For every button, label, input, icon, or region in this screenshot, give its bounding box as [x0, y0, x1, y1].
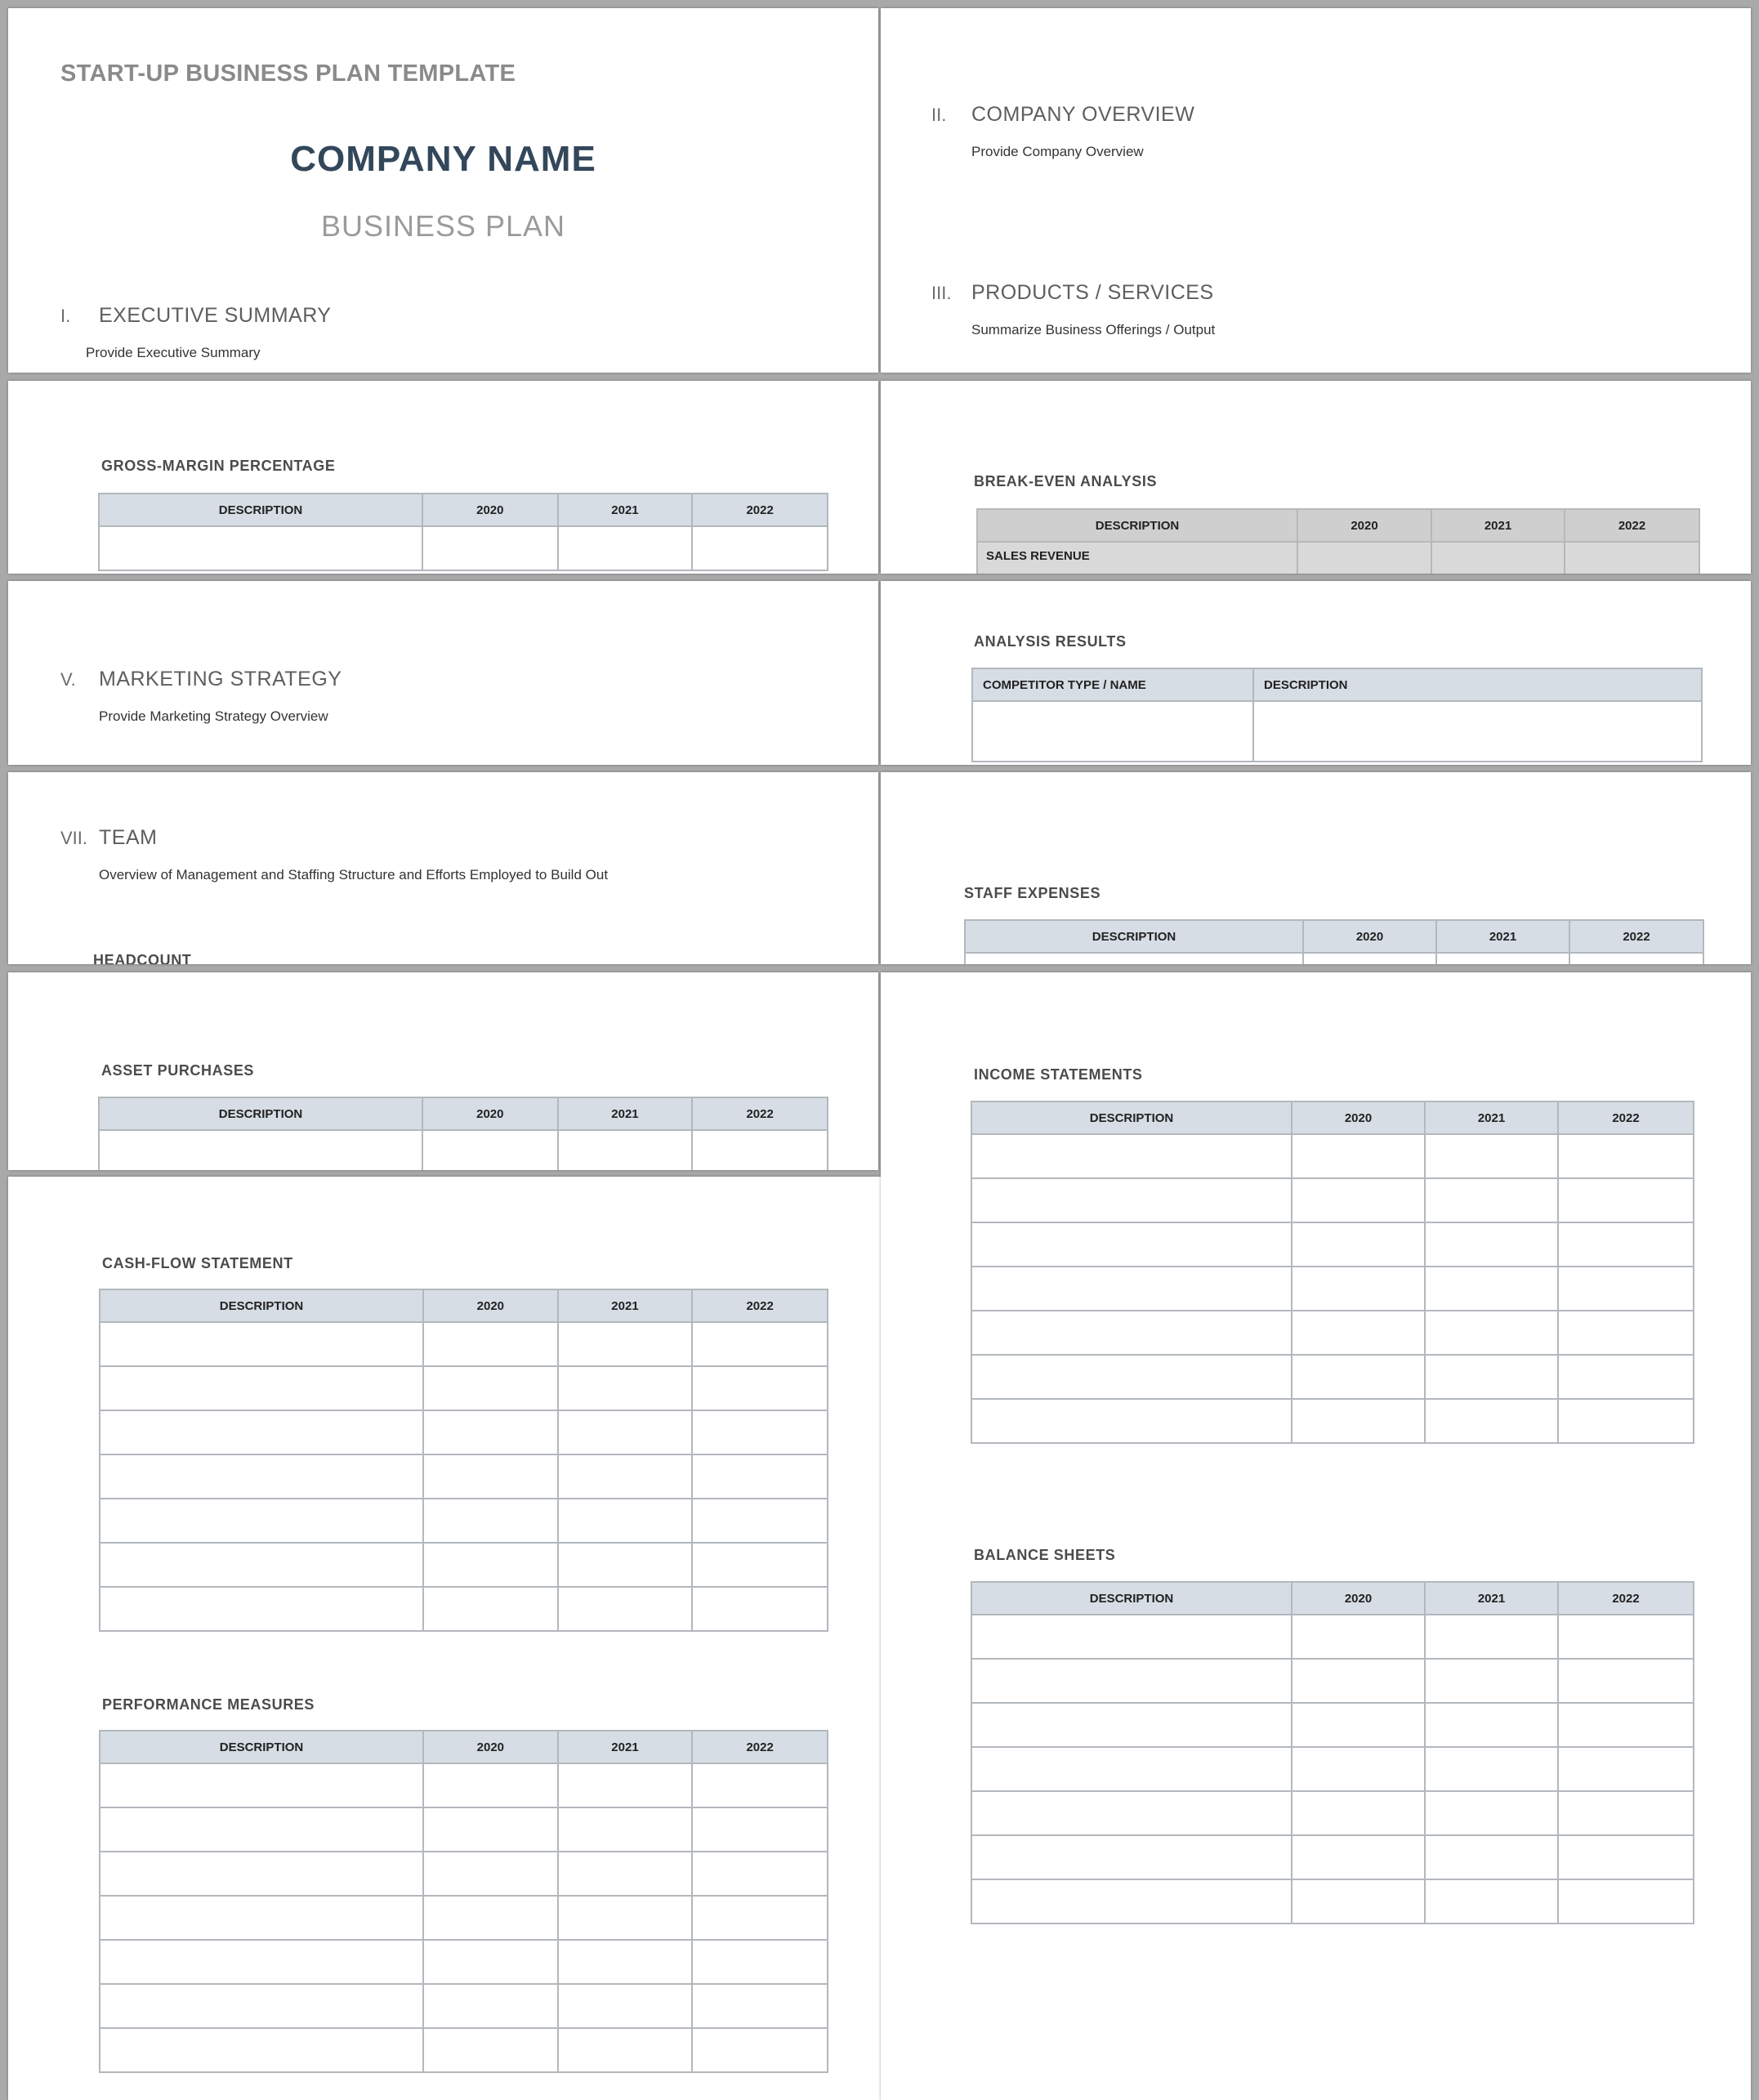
table-cell[interactable] [423, 1366, 558, 1410]
table-cell[interactable] [692, 2028, 828, 2072]
table-cell[interactable] [1558, 1399, 1694, 1443]
table-row [971, 1134, 1694, 1178]
table-header-row [971, 1101, 1694, 1134]
col-description: DESCRIPTION [99, 494, 422, 526]
col-2020: 2020 [423, 1289, 558, 1322]
table-cell[interactable] [1558, 1615, 1694, 1659]
table-cell[interactable] [1436, 953, 1569, 964]
section-desc-marketing-strategy[interactable]: Provide Marketing Strategy Overview [99, 708, 328, 724]
table-cell[interactable] [971, 1615, 1292, 1659]
table-cell[interactable] [100, 1852, 423, 1896]
page-company-overview [881, 8, 1751, 373]
table-row [977, 542, 1699, 574]
col-2020: 2020 [1303, 920, 1436, 953]
table-cell[interactable] [1425, 1879, 1558, 1924]
section-number: III. [931, 283, 952, 303]
company-name[interactable]: COMPANY NAME [290, 139, 596, 179]
cash-flow-title: CASH-FLOW STATEMENT [102, 1255, 293, 1271]
table-cell[interactable] [692, 1587, 828, 1631]
table-cell[interactable] [423, 1984, 558, 2028]
table-cell[interactable] [692, 1410, 828, 1454]
table-cell[interactable] [971, 1835, 1292, 1879]
table-cell[interactable] [1569, 953, 1703, 964]
table-row [99, 1130, 828, 1170]
table-cell[interactable] [1425, 1835, 1558, 1879]
table-cell[interactable] [1425, 1222, 1558, 1267]
table-cell[interactable] [1292, 1791, 1425, 1835]
page-cash-flow [8, 1177, 881, 2100]
section-desc-team[interactable]: Overview of Management and Staffing Structure and Efforts Employed to Build Out [99, 867, 609, 882]
table-cell[interactable] [692, 1366, 828, 1410]
balance-sheets-title: BALANCE SHEETS [974, 1547, 1116, 1563]
table-cell[interactable] [1558, 1659, 1694, 1703]
table-row [100, 1763, 828, 1807]
section-title-executive-summary: EXECUTIVE SUMMARY [99, 304, 332, 327]
table-cell[interactable] [1565, 542, 1699, 574]
section-desc-company-overview[interactable]: Provide Company Overview [971, 144, 1144, 159]
table-header-row [971, 1582, 1694, 1615]
table-cell[interactable] [1292, 1355, 1425, 1399]
gross-margin-table [98, 493, 828, 571]
table-cell[interactable] [1425, 1659, 1558, 1703]
page-analysis-results [881, 581, 1751, 765]
col-competitor-type: COMPETITOR TYPE / NAME [972, 668, 1253, 701]
table-row [100, 1322, 828, 1366]
table-cell[interactable] [100, 1763, 423, 1807]
table-cell[interactable] [971, 1399, 1292, 1443]
table-row [971, 1178, 1694, 1222]
col-2022: 2022 [1569, 920, 1703, 953]
table-row [971, 1703, 1694, 1747]
col-description: DESCRIPTION [99, 1097, 422, 1130]
section-number: II. [931, 105, 947, 125]
table-cell[interactable] [1292, 1267, 1425, 1311]
table-cell[interactable] [100, 2028, 423, 2072]
table-cell[interactable] [1292, 1615, 1425, 1659]
table-cell[interactable] [692, 1499, 828, 1543]
income-statements-title: INCOME STATEMENTS [974, 1066, 1143, 1083]
table-cell[interactable] [422, 1130, 558, 1170]
table-cell[interactable] [423, 1896, 558, 1940]
table-cell[interactable] [971, 1311, 1292, 1355]
table-cell[interactable] [423, 1763, 558, 1807]
table-row [100, 1410, 828, 1454]
table-cell[interactable] [558, 1454, 693, 1499]
col-2021: 2021 [558, 494, 693, 526]
table-cell[interactable] [1558, 1703, 1694, 1747]
col-2020: 2020 [1292, 1582, 1425, 1615]
page-break-even [881, 381, 1751, 574]
table-cell[interactable] [1558, 1311, 1694, 1355]
table-row [971, 1791, 1694, 1835]
section-title-products-services: PRODUCTS / SERVICES [971, 281, 1214, 304]
table-cell[interactable] [1292, 1399, 1425, 1443]
table-row [971, 1222, 1694, 1267]
col-2020: 2020 [423, 1731, 558, 1763]
performance-measures-table [99, 1730, 828, 2073]
table-cell[interactable] [971, 1355, 1292, 1399]
col-2021: 2021 [558, 1097, 693, 1130]
page-asset-purchases [8, 972, 878, 1170]
table-cell[interactable] [99, 1130, 422, 1170]
col-2020: 2020 [1297, 509, 1431, 542]
table-cell[interactable] [1425, 1355, 1558, 1399]
balance-sheets-table [971, 1581, 1694, 1924]
table-cell[interactable] [692, 1852, 828, 1896]
table-cell[interactable] [692, 1130, 828, 1170]
section-title-company-overview: COMPANY OVERVIEW [971, 103, 1195, 126]
col-2021: 2021 [558, 1289, 693, 1322]
section-desc-products-services[interactable]: Summarize Business Offerings / Output [971, 322, 1216, 337]
table-row [100, 1454, 828, 1499]
col-2022: 2022 [692, 1731, 828, 1763]
table-cell[interactable] [692, 1322, 828, 1366]
table-cell[interactable] [558, 1130, 693, 1170]
table-cell[interactable] [423, 1499, 558, 1543]
section-number: V. [60, 669, 76, 690]
table-cell[interactable] [971, 1134, 1292, 1178]
table-cell[interactable] [1558, 1879, 1694, 1924]
table-cell[interactable] [971, 1879, 1292, 1924]
table-row [971, 1399, 1694, 1443]
table-header-row [99, 1097, 828, 1130]
col-description: DESCRIPTION [100, 1289, 423, 1322]
page-income-balance [881, 972, 1751, 2100]
col-description: DESCRIPTION [971, 1582, 1292, 1615]
table-cell[interactable] [558, 526, 693, 570]
col-2021: 2021 [558, 1731, 693, 1763]
table-cell[interactable] [1558, 1747, 1694, 1791]
table-cell[interactable] [423, 1410, 558, 1454]
page-cover [8, 8, 878, 373]
table-row [100, 1543, 828, 1587]
break-even-table [976, 508, 1700, 574]
page-staff-expenses [881, 772, 1751, 964]
table-cell[interactable] [558, 1807, 693, 1852]
table-header-row [100, 1289, 828, 1322]
table-cell[interactable] [971, 1267, 1292, 1311]
table-cell[interactable] [971, 1791, 1292, 1835]
table-cell[interactable] [1425, 1178, 1558, 1222]
col-description: DESCRIPTION [971, 1101, 1292, 1134]
table-cell[interactable] [1292, 1311, 1425, 1355]
table-cell[interactable] [558, 1852, 693, 1896]
table-cell[interactable] [1292, 1134, 1425, 1178]
col-2020: 2020 [1292, 1101, 1425, 1134]
table-cell[interactable] [1425, 1267, 1558, 1311]
table-cell[interactable] [100, 1807, 423, 1852]
table-cell[interactable] [692, 1984, 828, 2028]
table-cell[interactable] [423, 1807, 558, 1852]
table-cell[interactable] [558, 1543, 693, 1587]
table-row [99, 526, 828, 570]
table-row [971, 1835, 1694, 1879]
table-cell[interactable] [558, 1410, 693, 1454]
table-row [100, 1984, 828, 2028]
table-row [972, 701, 1702, 762]
table-cell[interactable] [558, 1587, 693, 1631]
col-2022: 2022 [692, 1289, 828, 1322]
table-cell[interactable] [971, 1222, 1292, 1267]
gross-margin-title: GROSS-MARGIN PERCENTAGE [101, 458, 336, 474]
col-description: DESCRIPTION [977, 509, 1297, 542]
analysis-results-table [971, 668, 1703, 762]
document-title: START-UP BUSINESS PLAN TEMPLATE [60, 60, 516, 87]
headcount-title: HEADCOUNT [93, 952, 192, 964]
table-row [100, 1940, 828, 1984]
table-cell[interactable] [100, 1499, 423, 1543]
table-row [100, 1896, 828, 1940]
table-cell[interactable] [99, 526, 422, 570]
table-row [971, 1659, 1694, 1703]
table-cell[interactable] [423, 1454, 558, 1499]
col-2021: 2021 [1425, 1582, 1558, 1615]
table-cell[interactable] [100, 1454, 423, 1499]
income-statements-table [971, 1101, 1694, 1444]
table-cell[interactable] [423, 2028, 558, 2072]
table-cell[interactable] [422, 526, 558, 570]
table-cell[interactable] [1253, 701, 1702, 762]
table-cell[interactable] [558, 1366, 693, 1410]
table-cell[interactable] [1558, 1267, 1694, 1311]
table-row [100, 1499, 828, 1543]
section-number: VII. [60, 828, 88, 848]
table-cell[interactable] [1558, 1222, 1694, 1267]
page-marketing [8, 581, 878, 765]
table-cell[interactable] [1425, 1791, 1558, 1835]
table-cell[interactable] [1292, 1703, 1425, 1747]
page-team [8, 772, 878, 964]
table-cell[interactable] [692, 1896, 828, 1940]
table-cell[interactable] [423, 1852, 558, 1896]
table-cell[interactable] [1292, 1747, 1425, 1791]
table-cell[interactable] [1425, 1134, 1558, 1178]
table-cell[interactable] [1292, 1178, 1425, 1222]
table-cell[interactable] [1558, 1134, 1694, 1178]
table-cell[interactable] [692, 1454, 828, 1499]
table-cell[interactable] [100, 1322, 423, 1366]
table-cell[interactable] [1292, 1222, 1425, 1267]
table-row [971, 1311, 1694, 1355]
table-cell[interactable] [1297, 542, 1431, 574]
table-cell[interactable] [1292, 1835, 1425, 1879]
table-cell[interactable] [100, 1410, 423, 1454]
table-cell[interactable] [100, 1984, 423, 2028]
table-cell[interactable] [423, 1322, 558, 1366]
table-cell[interactable] [972, 701, 1253, 762]
table-row [971, 1615, 1694, 1659]
section-desc-executive-summary[interactable]: Provide Executive Summary [86, 345, 261, 360]
table-header-row [100, 1731, 828, 1763]
asset-purchases-title: ASSET PURCHASES [101, 1062, 255, 1079]
table-cell[interactable] [1431, 542, 1565, 574]
col-2020: 2020 [422, 1097, 558, 1130]
sales-revenue-label: SALES REVENUE [977, 542, 1297, 574]
table-row [971, 1267, 1694, 1311]
table-cell[interactable] [1558, 1355, 1694, 1399]
table-cell[interactable] [558, 1322, 693, 1366]
asset-purchases-table [98, 1097, 828, 1170]
staff-expenses-title: STAFF EXPENSES [964, 885, 1101, 901]
table-cell[interactable] [1558, 1178, 1694, 1222]
table-cell[interactable] [100, 1940, 423, 1984]
table-header-row [965, 920, 1703, 953]
table-cell[interactable] [692, 1940, 828, 1984]
table-cell[interactable] [692, 1543, 828, 1587]
table-row [100, 1366, 828, 1410]
col-2022: 2022 [692, 494, 828, 526]
table-cell[interactable] [100, 1896, 423, 1940]
table-header-row [99, 494, 828, 526]
table-cell[interactable] [558, 1763, 693, 1807]
table-row [971, 1879, 1694, 1924]
table-cell[interactable] [423, 1587, 558, 1631]
analysis-results-title: ANALYSIS RESULTS [974, 633, 1127, 650]
table-cell[interactable] [558, 1940, 693, 1984]
table-cell[interactable] [558, 1896, 693, 1940]
table-header-row [972, 668, 1702, 701]
table-cell[interactable] [1425, 1311, 1558, 1355]
col-2021: 2021 [1431, 509, 1565, 542]
col-description: DESCRIPTION [965, 920, 1303, 953]
table-cell[interactable] [1425, 1747, 1558, 1791]
table-cell[interactable] [100, 1587, 423, 1631]
section-number: I. [60, 306, 71, 326]
table-row [100, 2028, 828, 2072]
col-2022: 2022 [1565, 509, 1699, 542]
table-cell[interactable] [1292, 1659, 1425, 1703]
col-2020: 2020 [422, 494, 558, 526]
table-header-row [977, 509, 1699, 542]
table-cell[interactable] [100, 1543, 423, 1587]
col-2021: 2021 [1425, 1101, 1558, 1134]
table-cell[interactable] [1558, 1835, 1694, 1879]
col-2022: 2022 [1558, 1101, 1694, 1134]
col-2021: 2021 [1436, 920, 1569, 953]
performance-measures-title: PERFORMANCE MEASURES [102, 1696, 315, 1713]
table-row [100, 1852, 828, 1896]
table-row [965, 953, 1703, 964]
table-cell[interactable] [1303, 953, 1436, 964]
table-cell[interactable] [971, 1747, 1292, 1791]
staff-expenses-table [964, 919, 1704, 964]
cash-flow-table [99, 1289, 828, 1632]
table-cell[interactable] [1558, 1791, 1694, 1835]
table-cell[interactable] [558, 1499, 693, 1543]
col-description: DESCRIPTION [1253, 668, 1702, 701]
table-cell[interactable] [1425, 1703, 1558, 1747]
break-even-title: BREAK-EVEN ANALYSIS [974, 473, 1158, 489]
table-cell[interactable] [423, 1940, 558, 1984]
table-cell[interactable] [558, 1984, 693, 2028]
table-row [100, 1807, 828, 1852]
table-cell[interactable] [423, 1543, 558, 1587]
section-title-marketing-strategy: MARKETING STRATEGY [99, 668, 342, 690]
table-cell[interactable] [100, 1366, 423, 1410]
section-title-team: TEAM [99, 826, 158, 849]
table-cell[interactable] [1292, 1879, 1425, 1924]
table-row [100, 1587, 828, 1631]
table-cell[interactable] [558, 2028, 693, 2072]
page-gross-margin [8, 381, 878, 574]
table-cell[interactable] [965, 953, 1303, 964]
table-cell[interactable] [692, 526, 828, 570]
col-2022: 2022 [1558, 1582, 1694, 1615]
col-2022: 2022 [692, 1097, 828, 1130]
table-row [971, 1747, 1694, 1791]
table-cell[interactable] [971, 1703, 1292, 1747]
table-cell[interactable] [971, 1659, 1292, 1703]
table-cell[interactable] [1425, 1615, 1558, 1659]
table-row [971, 1355, 1694, 1399]
col-description: DESCRIPTION [100, 1731, 423, 1763]
table-cell[interactable] [692, 1807, 828, 1852]
business-plan-subtitle: BUSINESS PLAN [320, 209, 566, 243]
table-cell[interactable] [692, 1763, 828, 1807]
table-cell[interactable] [1425, 1399, 1558, 1443]
table-cell[interactable] [971, 1178, 1292, 1222]
